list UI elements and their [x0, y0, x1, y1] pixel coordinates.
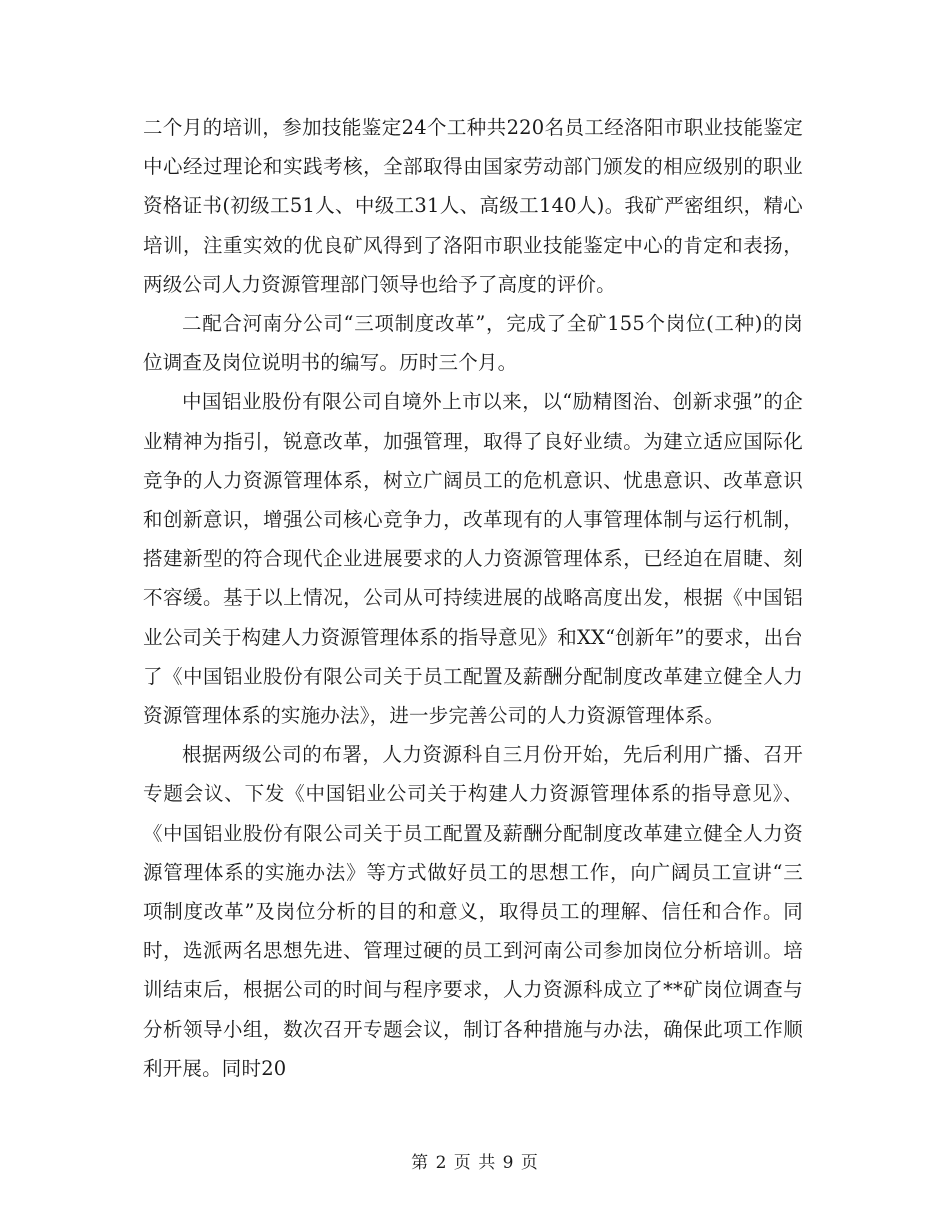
page-number-footer: 第 2 页 共 9 页 [411, 1153, 539, 1173]
document-body [143, 108, 803, 1088]
paragraph-4: 根据两级公司的布署，人力资源科自三月份开始，先后利用广播、召开专题会议、下发《中国铝业公司关于构建人力资源管理体系的指导意见》、《中国铝业股份有限公司关于员工配置及薪酬分配制度改革建立健全人力资源管理体系的实施办法》等方式做好员工的思想工作，向广阔员工宣讲“三项制度改革”及岗位分析的目的和意义，取得员工的理解、信任和合作。同时，选派两名思想先进、管理过硬的员工到河南公司参加岗位分析培训。培训结束后，根据公司的时间与程序要求，人力资源科成立了**矿岗位调查与分析领导小组，数次召开专题会议，制订各种措施与办法，确保此项工作顺利开展。同时20 [143, 743, 803, 1080]
paragraph-1: 二个月的培训，参加技能鉴定24个工种共220名员工经洛阳市职业技能鉴定中心经过理论和实践考核，全部取得由国家劳动部门颁发的相应级别的职业资格证书(初级工51人、中级工31人、高级工140人)。我矿严密组织，精心培训，注重实效的优良矿风得到了洛阳市职业技能鉴定中心的肯定和表扬，两级公司人力资源管理部门领导也给予了高度的评价。 [143, 116, 803, 296]
paragraph-2: 二配合河南分公司“三项制度改革”，完成了全矿155个岗位(工种)的岗位调查及岗位说明书的编写。历时三个月。 [143, 312, 803, 375]
paragraph-3: 中国铝业股份有限公司自境外上市以来，以“励精图治、创新求强”的企业精神为指引，锐意改革，加强管理，取得了良好业绩。为建立适应国际化竞争的人力资源管理体系，树立广阔员工的危机意识、忧患意识、改革意识和创新意识，增强公司核心竞争力，改革现有的人事管理体制与运行机制，搭建新型的符合现代企业进展要求的人力资源管理体系，已经迫在眉睫、刻不容缓。基于以上情况，公司从可持续进展的战略高度出发，根据《中国铝业公司关于构建人力资源管理体系的指导意见》和XX“创新年”的要求，出台了《中国铝业股份有限公司关于员工配置及薪酬分配制度改革建立健全人力资源管理体系的实施办法》，进一步完善公司的人力资源管理体系。 [143, 390, 803, 728]
